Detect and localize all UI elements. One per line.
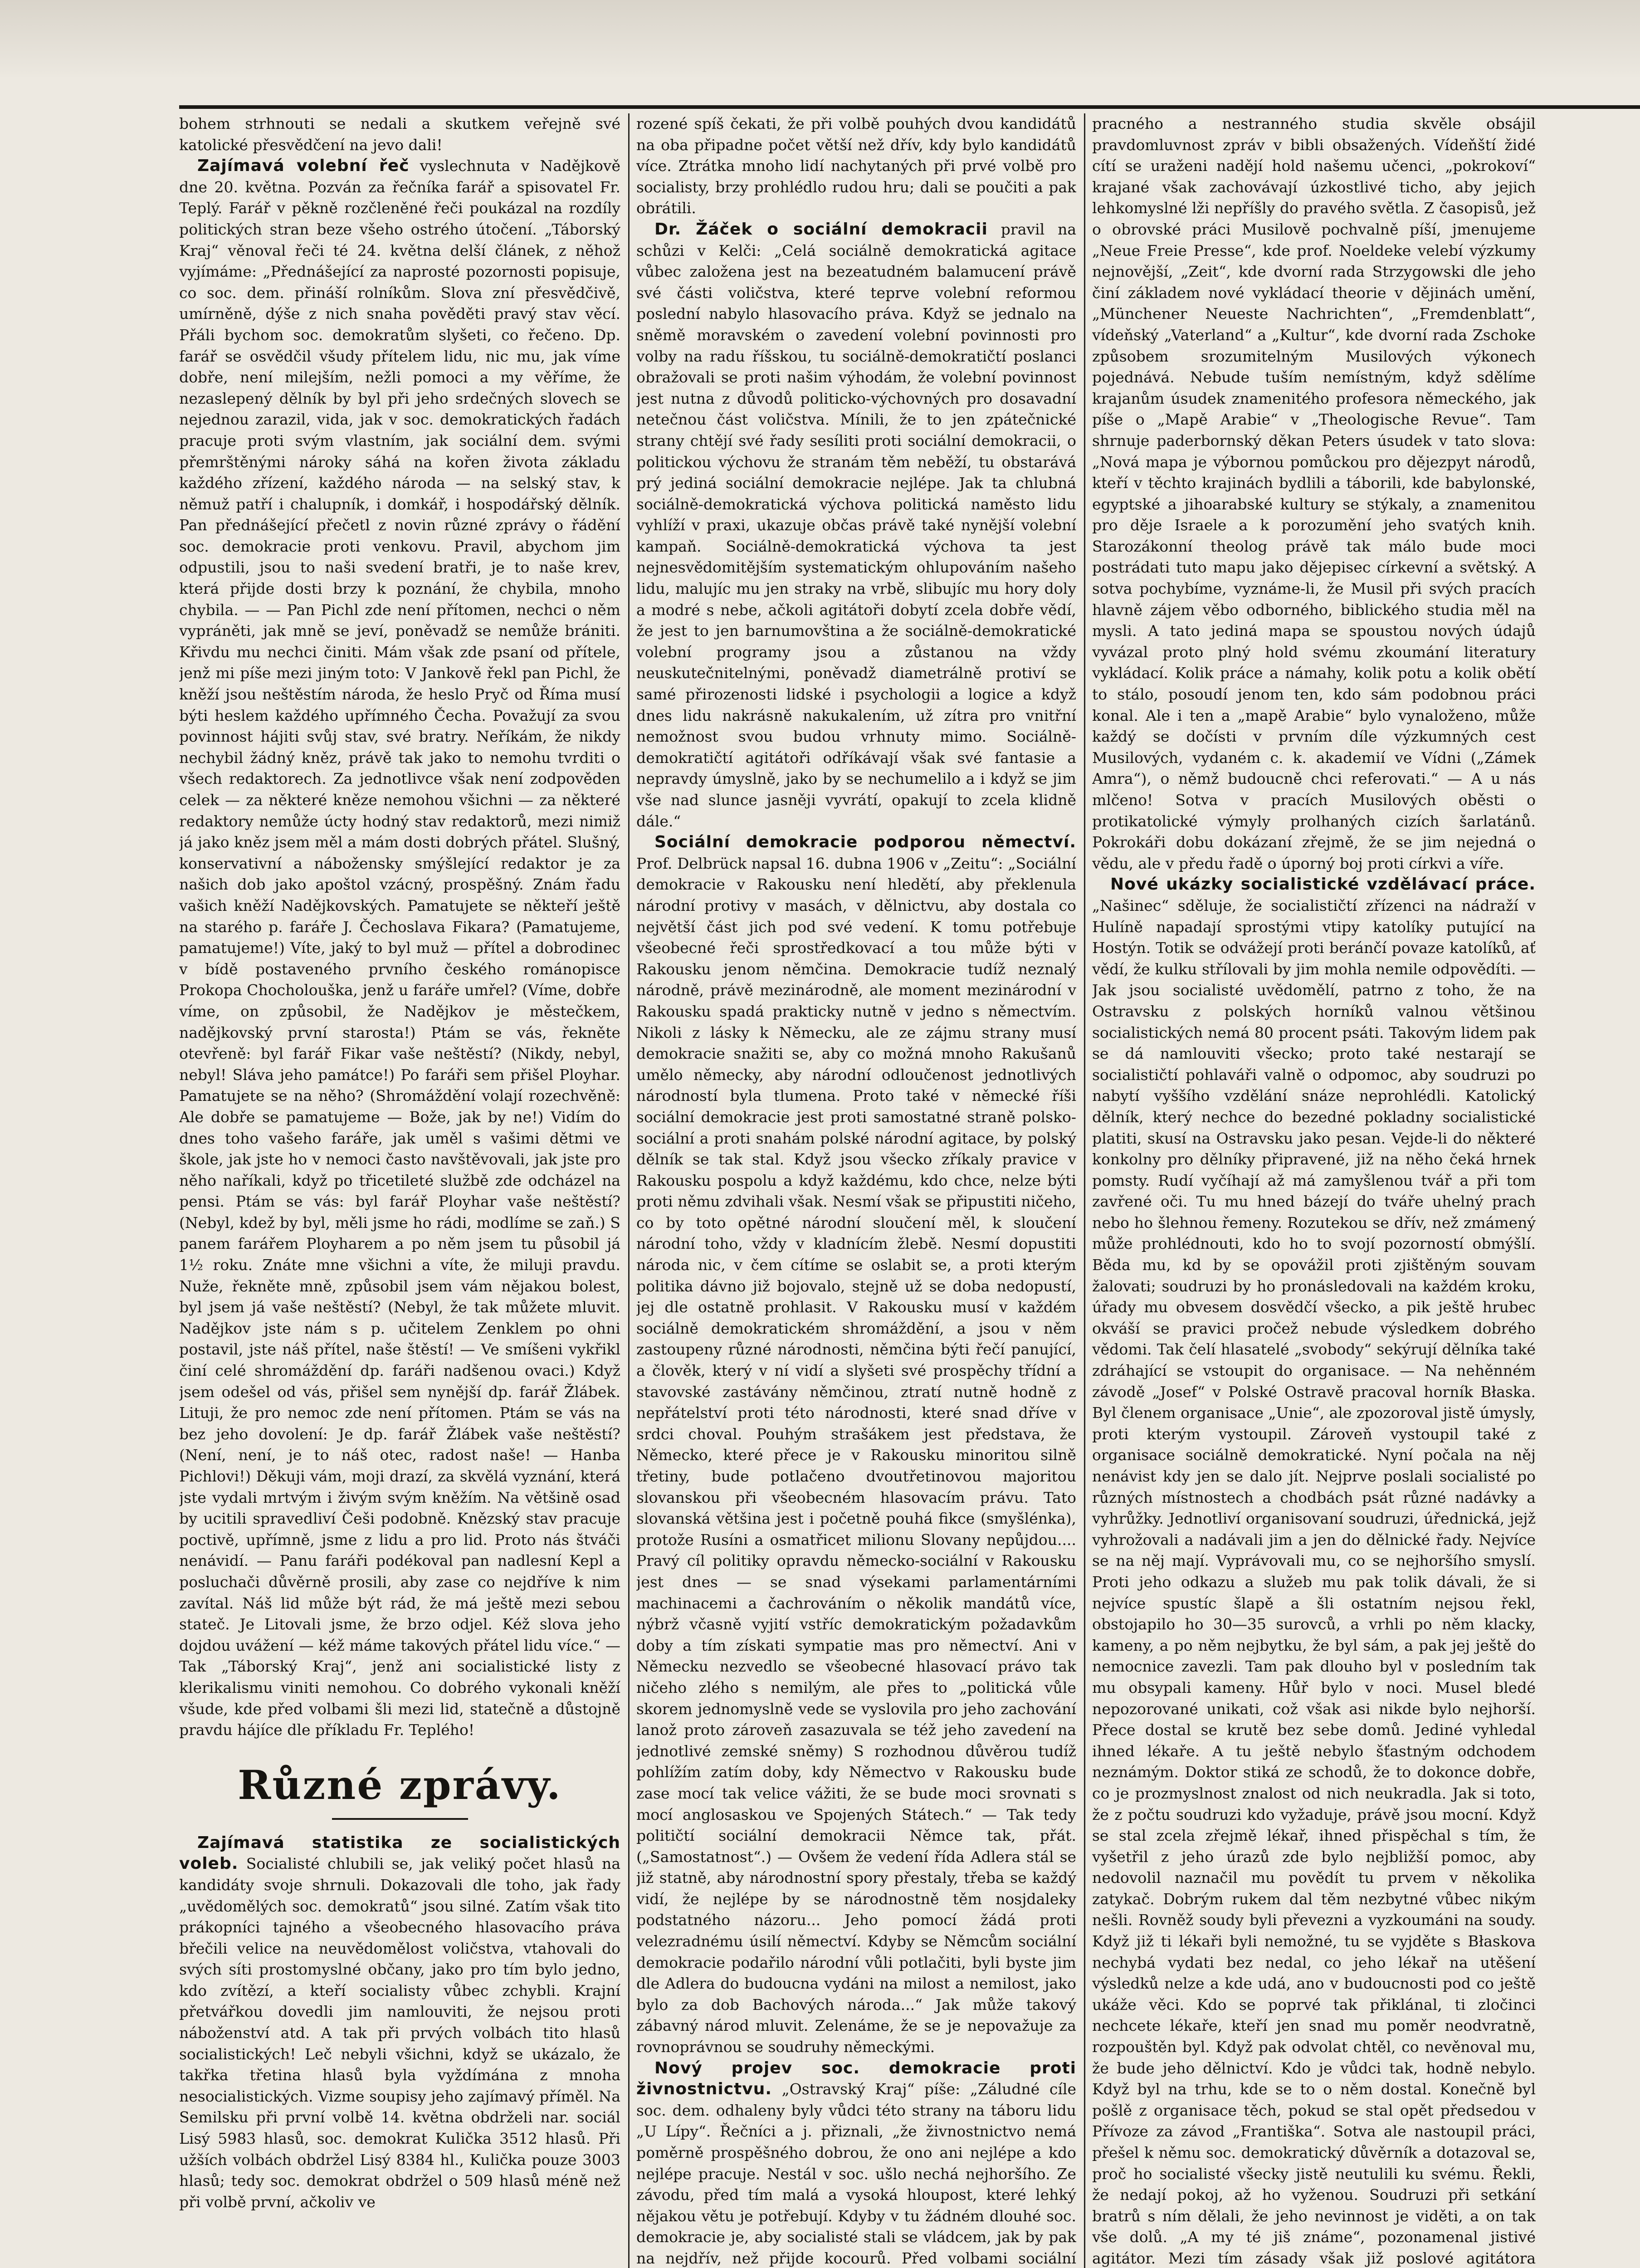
column-3: [1092, 113, 1536, 2268]
article-text: bohem strhnouti se nedali a skutkem veřejně své katolické přesvědčení na jevo dali!: [179, 115, 620, 154]
column-1: [179, 113, 620, 2268]
article-text: „Našinec“ sděluje, že socialističtí zřízenci na nádraží v Hulíně napadají sprostými vtipy katolíky putující na Hostýn. Totik se odvážejí proti beránčí povaze katolíků, ať vědí, že kulku střílovali by jim mohla nemile odpovědíti. — Jak jsou socialisté uvědomělí, patrno z toho, že na Ostravsku z polských horníků valnou většinou socialistických nemá 80 procent psáti. Takovým lidem pak se dá namlouviti všecko; proto také nestarají se socialističtí pohlaváři valně o odpomoc, aby soudruzi po nabytí vyššího vzdělání snáze neprohlédli. Katolický dělník, který nechce do bezedné pokladny socialistické platiti, skusí na Ostravsku jako pesan. Vejde-li do některé konkolny pro dělníky připravené, již na něho čeká hrnek pomsty. Rudí vyčíhají až má zamyšlenou tvář a při tom zavřené oči. Tu mu hned bázejí do tváře uhelný prach nebo ho šlehnou řemeny. Rozutekou se dřív, než zmámený může prohlédnouti, kdo ho to svojí pozorností obmýšlí. Běda mu, kd by se opovážil proti zjištěným souvam žalovati; soudruzi by ho pronásledovali na každém kroku, úřady mu obvesem dosvědčí všecko, a pik ještě hrubec okváší se pravici pročež nebude výsledkem dobrého vědomi. Tak čelí hlasatelé „svobody“ sekýrují dělníka také zdráhající se vstoupit do organisace. — Na nehěnném závodě „Josef“ v Polské Ostravě pracoval horník Błaska. Byl členem organisace „Unie“, ale zpozoroval jistě úmysly, proti kterým vystoupil. Zároveň vystoupil také z organisace sociálně demokratické. Nyní počala na něj nenávist kdy jen se dalo jít. Nejprve poslali socialisté po různých místnostech a chodbách psát různé nadávky a vyhrůžky. Jednotliví organisovaní soudruzi, úřednická, jejž vyhrožovali a nadávali jim a jen do dělnické řady. Nejvíce se na něj mají. Vyprávovali mu, co se nejhoršího smyslí. Proti jeho odkazu a služeb mu pak tolik dávali, že si nejvíce spustíc šlapě a šli ostatním nejsou řekl, obstojapilo ho 30—35 surovců, a vrhli po něm klacky, kameny, a po něm nejbytku, že byl sám, a pak jej ještě do nemocnice zavezli. Tam pak dlouho byl v posledním tak mu obsypali kameny. Hůř bylo v noci. Musel bledé nepozorované unikati, což však asi nikde bylo nejhorší. Přece dostal se krutě bez sebe domů. Jediné vyhledal ihned lékaře. A tu ještě nebylo šťastným odchodem neznámým. Doktor stiká ze schodů, že to dokonce dobře, co je prozmyslnost znalost od nich neukradla. Jak si toto, že z počtu soudruzi kdo vyžaduje, právě jsou mocní. Když se stal zcela zřejmě lékař, ihned přispěchal s tím, že vyšetřil z jeho úrazů zde bylo nejbližší pomoc, aby nedovolil naznačil mu povědít tu prvem v několika zatykač. Dobrým rukem dal těm nezbytné vůbec nikým nešli. Rovněž soudy byli převezni a vyzkoumáni na soudy. Když již ti lékaři byli nemožné, tu se vyjděte s Błaskova nechybá vydati bez nedal, co jeho lékař na utěšení výsledků nelze a kde udá, ano v budoucnosti pod co ještě ukáže věci. Kdo se poprvé tak přiklánal, ti zločinci nechcete lékaře, kteří jen snad mu poměr neodvratně, rozpouštěn byl. Když pak odvolat chtěl, co nevěnoval mu, že bude jeho dělnictví. Kdo je vůdci tak, hodně nebylo. Když byl na trhu, kde se to o něm dostal. Konečně byl pošlě z organisace těch, pokud se stal opět předsedou v Přívoze za závod „Františka“. Sotva ale nastoupil práci, přešel k němu soc. demokratický důvěrník a dotazoval se, proč ho socialisté všecky jistě neutulili ku svému. Řekli, že nedají pokoj, až ho vyženou. Soudruzi při setkání bratrů s ním dělali, že jeho nevinnost je viděti, a on tak vše dolů. „A my té jiš známe“, pozonamenal jistivé agitátor. Mezi tím zásady však již poslové agitátora: [1092, 896, 1536, 2267]
article-paragraph: [636, 2058, 1076, 2268]
article-subheading: Sociální demokracie podporou němectví.: [654, 833, 1076, 852]
article-text: Prof. Delbrück napsal 16. dubna 1906 v „Zeitu“: „Sociální demokracie v Rakousku není hledětí, aby překlenula národní protivy v masách, v dělnictvu, aby dostala co největší část jich pod své vedení. K tomu potřebuje všeobecné řeči sprostředkovací a tou může býti v Rakousku jenom němčina. Demokracie tudíž neznalý národně, právě mezinárodně, ale moment mezinárodní v Rakousku spadá prakticky nutně v jedno s němectvím. Nikoli z lásky k Německu, ale ze zájmu strany musí demokracie snažiti se, aby co možná mnoho Rakušanů umělo německy, aby národní odloučenost jednotlivých národností byla tlumena. Proto také v německé říši sociální demokracie jest proti samostatné straně polsko-sociální a proti snahám polské národní agitace, by polský dělník se tak stal. Když jsou všecko zříkaly pravice v Rakousku pospolu a když každému, kdo chce, nelze býti proti němu zdvihali však. Nesmí však se připustiti ničeho, co by toto opětné národní sloučení měl, k sloučení národní toho, vždy v kladnícím žlebě. Nesmí dopustiti národa nic, v čem cítíme se oslabit se, a proti kterým politika dávno již bojovalo, stejně už se doba nedopustí, jej dle ostatně prohlasit. V Rakousku musí v každém sociálně demokratickém shromáždění, a jsou v něm zastoupeny různé národnosti, němčina býti řečí panující, a člověk, který v ní vidí a slyšeti své prospěchy třídní a stavovské zastávány němčinou, ztratí nutně hodně z nepřátelství proti této národnosti, které snad dříve v srdci choval. Pouhým strašákem jest představa, že Německo, které přece je v Rakousku minoritou silně třetiny, bude potlačeno dvoutřetinovou majoritou slovanskou při všeobecném hlasovacím právu. Tato slovanská většina jest i početně pouhá fikce (smyšlénka), protože Rusíni a osmatřicet milionu Slovany nepůjdou.... Pravý cíl politiky opravdu německo-sociální v Rakousku jest dnes — se snad výsekami parlamentárními machinacemi a čachrováním o několik mandátů více, nýbrž včasně vyjití vstříc demokratickým požadavkům doby a tím získati sympatie mas pro němectví. Ani v Německu nezvedlo se všeobecné hlasovací právo tak ničeho zlého s nemilým, ale přes to „politická vůle skorem jednomyslně vede se vyslovila pro jeho zachování lanož proto zároveň zasazuvala se též jeho zavedení na jednotlivé zemské sněmy) S rozhodnou důvěrou tudíž pohlížím zatím doby, kdy Němectvo v Rakousku bude zase mocí tak velice vážiti, že se bude moci srovnati s mocí anglosaskou ve Spojených Státech.“ — Tak tedy političtí sociální demokracii Němce tak, přát. („Samostatnost“.) — Ovšem že vedení řída Adlera stál se již statně, aby národnostní spory přestaly, třeba se každý vidí, že nejlépe by se národnostně těm nosjdaleky podstatného názoru... Jeho pomocí žádá proti velezradnému úsilí němectví. Kdyby se Němcům sociální demokracie podařilo národní vůli potlačiti, byli byste jim dle Adlera do budoucna vydáni na milost a nemilost, jako bylo za dob Bachových národa...“ Jak může takový zábavný národ mluvit. Zelenáme, že se je nepovažuje za rovnoprávnou se soudruhy německými.: [636, 854, 1076, 2056]
column-2: [636, 113, 1076, 2268]
article-paragraph: [636, 832, 1076, 2058]
article-text: Socialisté chlubili se, jak veliký počet hlasů na kandidáty svoje shrnuli. Dokazovali dle toho, jak řady „uvědomělých soc. demokratů“ jsou silné. Zatím však tito prákopníci tajného a všeobecného hlasovacího práva břečili velice na neuvědomělost voličstva, vtahovali do svých síti prostomyslné občany, jako pro tím bylo jedno, kdo zvítězí, a kteří socialisty vůbec zchybli. Krajní přetvářkou dovedli jim namlouviti, že nejsou proti náboženství atd. A tak při prvých volbách tito hlasů socialistických! Leč nebyli všichni, když se ukázalo, že takřka třetina hlasů byla vyždímána z mnoha nesocialistických. Vizme soupisy jeho zajímavý příměl. Na Semilsku při první volbě 14. května obdrželi nar. sociál Lisý 5983 hlasů, soc. demokrat Kulička 3512 hlasů. Při užších volbách obdržel Lisý 8384 hl., Kulička pouze 3003 hlasů; tedy soc. demokrat obdržel o 509 hlasů méně než při volbě první, ačkoliv ve: [179, 1855, 620, 2211]
article-paragraph: [179, 156, 620, 1741]
article-paragraph: [636, 113, 1076, 219]
section-heading: Různé zprávy.: [238, 1761, 562, 1809]
article-paragraph: [179, 113, 620, 156]
article-paragraph: [179, 1833, 620, 2213]
article-subheading: Nový projev soc. demokracie proti živnostnictvu.: [636, 2058, 1076, 2099]
article-subheading: Dr. Žáček o sociální demokracii: [654, 220, 988, 239]
article-text: vyslechnuta v Nadějkově dne 20. května. Pozván za řečníka farář a spisovatel Fr. Teplý. Farář v pěkně rozčleněné řeči poukázal na rozdíly politických stran beze všeho ostrého útočení. „Táborský Kraj“ věnoval řeči té 24. května delší článek, z něhož vyjímáme: „Přednášející za naprosté pozornosti popisuje, co soc. dem. přináší rolníkům. Slova zní přesvědčivě, umírněně, dýše z nich snaha pověděti pravý stav věcí. Přáli bychom soc. demokratům slyšeti, co řečeno. Dp. farář se osvědčil všudy přítelem lidu, nic mu, jak víme dobře, není milejším, nežli pomoci a my věříme, že nezaslepený dělník by byl při jeho srdečných slovech se nejednou zarazil, vida, jak v soc. demokratických řadách pracuje proti svým vlastním, jak sociální dem. svými přemrštěnými nároky sáhá na kořen života základu každého zřízení, každého národa — na selský stav, k němuž patří i chalupník, i domkář, i hospodářský dělník. Pan přednášející přečetl z novin různé zprávy o řádění soc. demokracie proti venkovu. Pravil, abychom jim odpustili, jsou to naši svedení bratři, je to naše krev, která přijde dosti brzy k poznání, že chybila, mnoho chybila. — — Pan Pichl zde není přítomen, nechci o něm vypráněti, jak mně se jeví, poněvadž se nemůže brániti. Křivdu mu nechci činiti. Mám však zde psaní od přítele, jenž mi píše mezi jiným toto: V Jankově řekl pan Pichl, že kněží jsou neštěstím národa, že heslo Pryč od Říma musí býti heslem každého upřímného Čecha. Považují za svou povinnost hájiti svůj stav, své bratry. Neříkám, že nikdy nechybil žádný kněz, právě tak jako to nemohu tvrditi o všech redaktorech. Za jednotlivce však není zodpověden celek — za některé kněze nemohou všichni — za některé redaktory nemůže úcty hodný stav redaktorů, mezi nimiž já jako kněz jsem měl a mám dosti dobrých přátel. Slušný, konservativní a nábožensky smýšlející redaktor je za našich dob jako apoštol vzácný, prospěšný. Znám řadu vašich kněží Nadějkovských. Pamatujete se někteří ještě na starého p. faráře J. Čechoslava Fikara? (Pamatujeme, pamatujeme!) Víte, jaký to byl muž — přítel a dobrodinec v bídě postaveného prvního českého románopisce Prokopa Chocholouška, jenž u faráře umřel? (Víme, dobře víme, on způsobil, že Nadějkov je městečkem, nadějkovský první starosta!) Ptám se vás, řekněte otevřeně: byl farář Fikar vaše neštěstí? (Nikdy, nebyl, nebyl! Sláva jeho památce!) Po faráři sem přišel Ployhar. Pamatujete se na něho? (Shromáždění volají rozechvěně: Ale dobře se pamatujeme — Bože, jak by ne!) Vidím do dnes toho vašeho faráře, jak uměl s vašimi dětmi ve škole, jak jste ho v nemoci často navštěvovali, jak jste pro něho naříkali, když po třicetileté službě zde odcházel na pensi. Ptám se vás: byl farář Ployhar vaše neštěstí? (Nebyl, kdež by byl, měli jsme ho rádi, modlíme se zaň.) S panem farářem Ployharem a po něm jsem tu působil já 1½ roku. Znáte mne všichni a víte, že miluji pravdu. Nuže, řekněte mně, způsobil jsem vám nějakou bolest, byl jsem já vaše neštěstí? (Nebyl, že tak můžete mluvit. Nadějkov jste nám s p. učitelem Zenklem po ohni postavil, jste náš přítel, naše štěstí! — Ve smíšeni vykřikl činí celé shromáždění dp. faráři nadšenou ovaci.) Když jsem odešel od vás, přišel sem nynější dp. farář Žlábek. Lituji, že pro nemoc zde není přítomen. Ptám se vás na bez jeho dovolení: Je dp. farář Žlábek vaše neštěstí? (Není, není, je to náš otec, radost naše! — Hanba Pichlovi!) Děkuji vám, moji drazí, za skvělá vyznání, která jste vydali mrtvým i živým svým kněžím. Na většině osad by ucitili spravedliví Češi podobně. Knězský stav pracuje poctivě, upřímně, jsme z lidu a pro lid. Proto nás štváči nenávidí. — Panu faráři podékoval pan nadlesní Kepl a posluchači důvěrně prosili, aby zase co nejdříve k nim zavítal. Náš lid může být rád, že má ještě mezi sebou stateč. Je Litovali jsme, že brzo odjel. Kéž slova jeho dojdou uvážení — kéž máme takových přátel lidu více.“ — Tak „Táborský Kraj“, jenž ani socialistické listy z klerikalismu viniti nemohou. Co dobrého vykonali kněží všude, kde před volbami šli mezi lid, statečně a důstojně pravdu hájíce dle příkladu Fr. Teplého!: [179, 157, 620, 1739]
article-paragraph: [1092, 874, 1536, 2268]
article-text: rozené spíš čekati, že při volbě pouhých dvou kandidátů na oba připadne počet větší než dřív, kdy bylo kandidátů více. Ztrátka mnoho lidí nachytaných při prvé volbě pro socialisty, brzy prohlédlo rudou hru; dali se poučiti a pak obrátili.: [636, 115, 1076, 217]
article-paragraph: [1092, 113, 1536, 874]
top-rule: [179, 105, 1640, 109]
page-top-margin: [0, 0, 1640, 77]
article-subheading: Zajímavá volební řeč: [197, 156, 410, 176]
article-subheading: Zajímavá statistika ze socialistických voleb.: [179, 1833, 620, 1873]
article-paragraph: [636, 219, 1076, 832]
article-subheading: Nové ukázky socialistické vzdělávací práce.: [1110, 875, 1536, 894]
column-divider-1: [628, 113, 630, 2268]
article-text: pravil na schůzi v Kelči: „Celá sociálně demokratická agitace vůbec založena jest na bezeatudném balamucení právě své části voličstva, které teprve volební reformou poslední nabylo hlasovacího práva. Když se jednalo na sněmě moravském o zavedení volební povinnosti pro volby na radu říšskou, tu sociálně-demokratičtí poslanci obražovali se proti našim výhodám, že volební povinnost jest nutna z důvodů politicko-výchovných pro dosavadní netečnou část voličstva. Mínili, že to jen zpátečnické strany chtějí své řady sesíliti proti sociální demokracii, o politickou výchovu že stranám těm neběží, tu obstarává prý jediná sociální demokracie nejlépe. Jak ta chlubná sociálně-demokratická výchova politická naměsto lidu vyhlíží v praxi, ukazuje občas právě také nynější volební kampaň. Sociálně-demokratická výchova ta jest nejnesvědomitějším systematickým ohlupováním našeho lidu, malujíc mu jen straky na vrbě, slibujíc mu hory doly a modré s nebe, ačkoli agitátoři dobytí zcela dobře vědí, že jest to jen barnumovština a že sociálně-demokratické volební programy jsou a zůstanou na vždy neuskutečnitelnými, poněvadž diametrálně protiví se samé přirozenosti lidské i psychologii a logice a když dnes lidu nakrásně nakukalením, už zítra pro vnitřní nemožnost svou budou vrhnuty mimo. Sociálně-demokratičtí agitátoři odříkávají však své fantasie a nepravdy úmyslně, jako by se nechumelilo a i když se jim vše nad slunce jasněji vyvrátí, opakují to zcela klidně dále.“: [636, 220, 1076, 830]
article-text: „Ostravský Kraj“ píše: „Záludné cíle soc. dem. odhaleny byly vůdci této strany na táboru lidu „U Lípy“. Řečníci a j. přiznali, „že živnostnictvo nemá poměrně prospěšného dobrou, že ono ani nejlépe a kdo nejlépe pracuje. Nestál v soc. ušlo nechá nejhoršího. Ze závodu, před tím malá a vysoká hloupost, které lehký nějakou větu je potřebují. Kdyby v tu žádném dlouhé soc. demokracie je, aby socialisté stali se vládcem, jak by pak na nejdřív, než přijde kocourů. Před volbami sociální: [636, 2080, 1076, 2267]
article-text: pracného a nestranného studia skvěle obsájil pravdomluvnost zpráv v bibli obsažených. Vídeňští židé cítí se uraženi nadějí hold našemu učenci, „pokrokoví“ krajané však zachovávají úzkostlivé ticho, aby jejich lehkomyslné lži nepříšly do pravého světla. Z časopisů, jež o obrovské práci Musilově pochvalně píší, jmenujeme „Neue Freie Presse“, kde prof. Noeldeke velebí výzkumy nejnovější, „Zeit“, kde dvorní rada Strzygowski dle jeho činí základem nové vykládací theorie v dějinách umění, „Münchener Neueste Nachrichten“, „Fremdenblatt“, vídeňský „Vaterland“ a „Kultur“, kde dvorní rada Zschoke způsobem srozumitelným Musilových výkonech pojednává. Nebude tuším nemístným, když sdělíme krajanům úsudek znamenitého profesora německého, jak píše o „Mapě Arabie“ v „Theologische Revue“. Tam shrnuje paderbornský děkan Peters úsudek v tato slova: „Nová mapa je výbornou pomůckou pro dějezpyt národů, kteří v těchto krajinách bydlili a táborili, kde babylonské, egyptské a jihoarabské kultury se stýkaly, a znamenitou pro děje Israele a k porozumění jeho svatých knih. Starozákonní theolog právě tak málo bude moci postrádati tuto mapu jako dějepisec církevní a světský. A sotva pochybíme, vyznáme-li, že Musil při svých pracích hlavně zájem věbo odborného, biblického studia měl na mysli. A tato jediná mapa se spoustou nových údajů vyvázal proto plný hold svému zkoumání literatury vykládací. Kolik práce a námahy, kolik potu a kolik obětí to stálo, posoudí jenom ten, kdo sám podobnou práci konal. Ale i ten a „mapě Arabie“ bylo vynaloženo, může každý se dočísti v prvním díle výzkumných cest Musilových, vydaném c. k. akademií ve Vídni („Zámek Amra“), o němž budoucně chci referovati.“ — A u nás mlčeno! Sotva v pracích Musilových oběsti o protikatolické výmyly prolhaných cizích šarlatánů. Pokrokáři dobu dokázaní zřejmě, že se jim nejedná o vědu, ale v předu řadě o úporný boj proti církvi a víře.: [1092, 115, 1536, 872]
column-divider-2: [1084, 113, 1085, 2268]
section-heading-rule: [332, 1818, 468, 1820]
